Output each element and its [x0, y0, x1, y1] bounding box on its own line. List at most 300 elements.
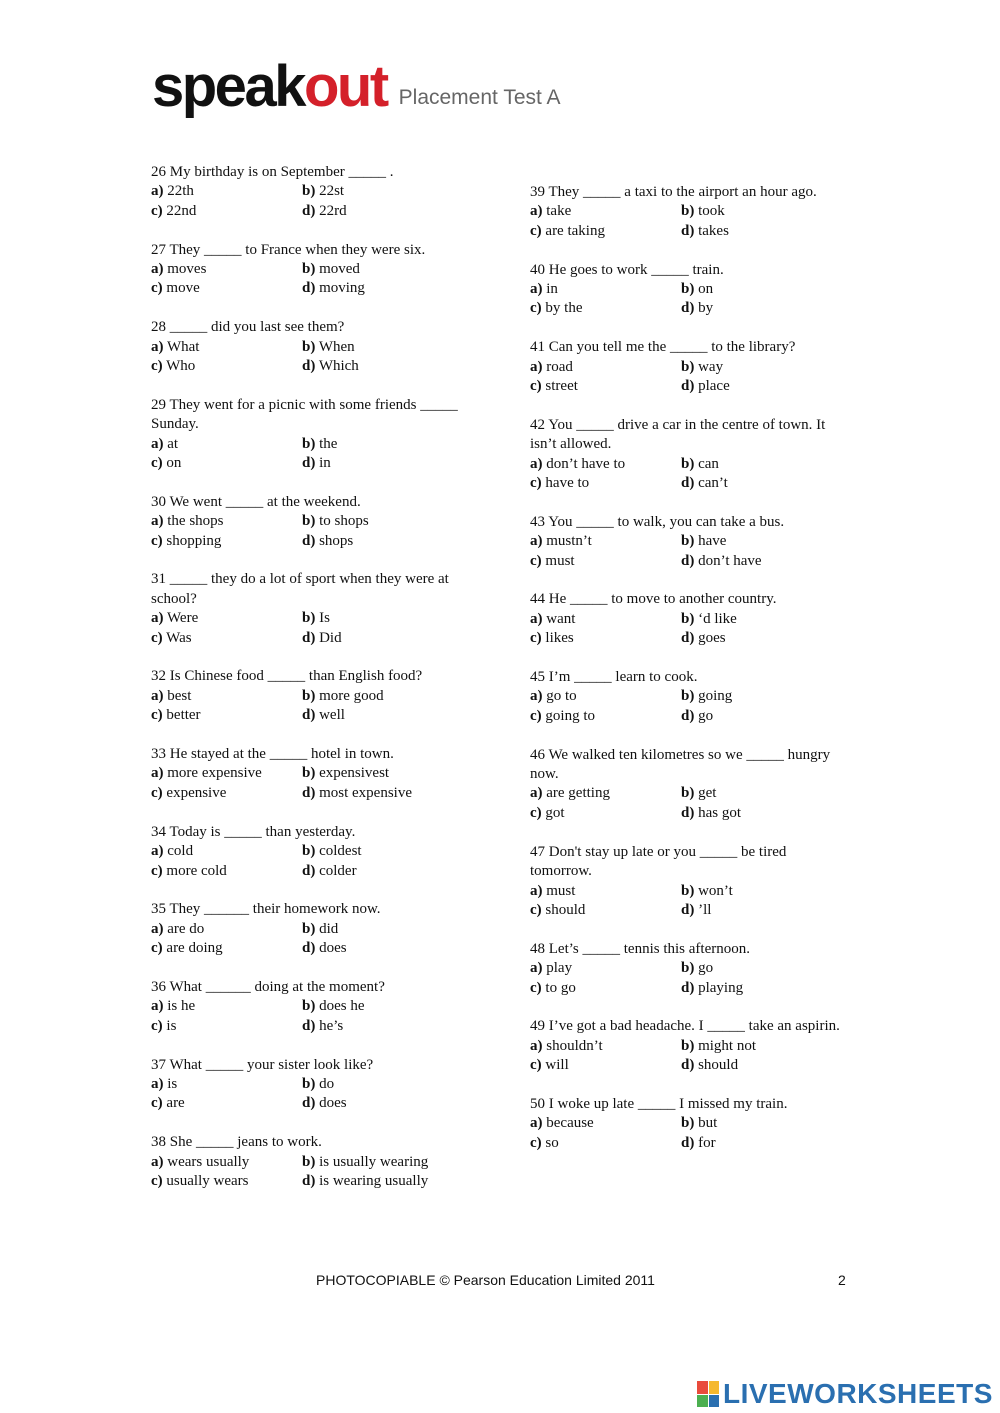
question-stem: 31 _____ they do a lot of sport when they were at school?	[151, 571, 449, 607]
answer-option[interactable]	[151, 338, 302, 357]
answer-option[interactable]	[151, 997, 302, 1016]
question-stem: 32 Is Chinese food _____ than English food?	[151, 668, 423, 685]
option-letter: c)	[530, 1057, 542, 1074]
logo-out: out	[303, 54, 387, 119]
answer-option[interactable]	[530, 377, 681, 396]
options-row	[530, 784, 840, 803]
answer-option[interactable]	[302, 260, 453, 279]
answer-option[interactable]	[302, 1075, 453, 1094]
answer-option[interactable]	[530, 532, 681, 551]
option-letter: b)	[681, 785, 695, 802]
options-row	[151, 435, 481, 454]
option-letter: b)	[681, 358, 695, 375]
option-letter: c)	[151, 280, 163, 297]
option-letter: d)	[302, 280, 316, 297]
option-letter: d)	[681, 475, 695, 492]
option-text: to go	[541, 979, 576, 996]
option-text: might not	[694, 1037, 757, 1054]
answer-option[interactable]	[681, 474, 832, 493]
option-letter: d)	[302, 455, 316, 472]
option-letter: d)	[681, 222, 695, 239]
option-letter: d)	[302, 784, 316, 801]
option-text: want	[542, 610, 576, 627]
option-text: more expensive	[163, 765, 262, 782]
logo-square	[697, 1381, 708, 1394]
option-letter: d)	[681, 707, 695, 724]
option-text: is he	[163, 998, 196, 1015]
options-row	[151, 862, 481, 881]
option-text: have to	[541, 475, 590, 492]
answer-option[interactable]	[302, 435, 453, 454]
option-text: moves	[163, 261, 207, 278]
options-row	[151, 512, 481, 531]
answer-option[interactable]	[151, 629, 302, 648]
answer-option[interactable]	[302, 862, 453, 881]
answer-option[interactable]	[151, 532, 302, 551]
option-letter: b)	[302, 843, 316, 860]
option-text: have	[694, 533, 727, 550]
answer-option[interactable]	[151, 1075, 302, 1094]
option-letter: a)	[530, 455, 543, 472]
answer-option[interactable]	[530, 222, 681, 241]
option-letter: c)	[530, 475, 542, 492]
answer-option[interactable]	[151, 1172, 302, 1191]
answer-option[interactable]	[302, 687, 453, 706]
options-row	[151, 260, 481, 279]
question	[151, 900, 481, 958]
answer-option[interactable]	[681, 979, 832, 998]
option-letter: d)	[302, 940, 316, 957]
options-row	[530, 629, 840, 648]
option-text: cold	[163, 843, 194, 860]
question	[530, 513, 840, 571]
answer-option[interactable]	[681, 629, 832, 648]
question	[151, 493, 481, 551]
answer-option[interactable]	[151, 1017, 302, 1036]
answer-option[interactable]	[302, 1017, 453, 1036]
answer-option[interactable]	[302, 784, 453, 803]
option-text: do	[315, 1075, 335, 1092]
options-row	[530, 455, 840, 474]
answer-option[interactable]	[530, 358, 681, 377]
option-text: by	[694, 300, 714, 317]
question	[151, 978, 481, 1036]
option-letter: a)	[530, 1037, 543, 1054]
answer-option[interactable]	[681, 901, 832, 920]
page-subtitle: Placement Test A	[398, 86, 561, 109]
answer-option[interactable]	[530, 707, 681, 726]
option-letter: d)	[681, 979, 695, 996]
option-letter: b)	[681, 882, 695, 899]
option-text: in	[542, 281, 558, 298]
option-letter: c)	[151, 784, 163, 801]
answer-option[interactable]	[151, 260, 302, 279]
option-letter: b)	[681, 610, 695, 627]
option-letter: d)	[681, 804, 695, 821]
option-text: going to	[541, 707, 595, 724]
answer-option[interactable]	[302, 764, 453, 783]
option-text: Were	[163, 610, 199, 627]
question	[530, 261, 840, 319]
answer-option[interactable]	[302, 920, 453, 939]
option-letter: c)	[530, 300, 542, 317]
liveworksheets-watermark	[697, 1378, 993, 1410]
options-row	[530, 882, 840, 901]
option-letter: d)	[681, 901, 695, 918]
option-text: is usually wearing	[315, 1153, 429, 1170]
option-text: don’t have to	[542, 455, 626, 472]
option-text: well	[315, 707, 345, 724]
logo-square	[697, 1395, 708, 1408]
option-text: expensivest	[315, 765, 390, 782]
option-text: are doing	[162, 940, 223, 957]
question-stem: 37 What _____ your sister look like?	[151, 1056, 374, 1073]
option-text: wears usually	[163, 1153, 250, 1170]
answer-option[interactable]	[681, 882, 832, 901]
options-row	[151, 182, 481, 201]
option-letter: d)	[681, 552, 695, 569]
option-text: so	[541, 1134, 559, 1151]
option-text: move	[162, 280, 200, 297]
speakout-logo	[152, 54, 387, 119]
question-stem: 43 You _____ to walk, you can take a bus.	[530, 513, 785, 530]
answer-option[interactable]	[681, 532, 832, 551]
option-letter: a)	[151, 998, 164, 1015]
answer-option[interactable]	[681, 552, 832, 571]
option-letter: b)	[302, 513, 316, 530]
option-text: will	[541, 1057, 569, 1074]
question-stem: 46 We walked ten kilometres so we _____ hungry now.	[530, 746, 831, 783]
answer-option[interactable]	[530, 474, 681, 493]
option-letter: a)	[151, 261, 164, 278]
question-stem: 27 They _____ to France when they were six.	[151, 241, 426, 258]
answer-option[interactable]	[530, 687, 681, 706]
option-text: What	[163, 338, 200, 355]
option-text: better	[162, 707, 201, 724]
option-text: for	[694, 1134, 716, 1151]
options-row	[530, 901, 840, 920]
option-text: playing	[694, 979, 744, 996]
answer-option[interactable]	[681, 784, 832, 803]
option-text: likes	[541, 630, 574, 647]
question-stem: 30 We went _____ at the weekend.	[151, 493, 361, 510]
option-letter: c)	[530, 630, 542, 647]
option-letter: a)	[530, 785, 543, 802]
answer-option[interactable]	[530, 959, 681, 978]
answer-option[interactable]	[151, 182, 302, 201]
option-letter: c)	[151, 532, 163, 549]
answer-option[interactable]	[151, 862, 302, 881]
answer-option[interactable]	[681, 202, 832, 221]
answer-option[interactable]	[681, 358, 832, 377]
option-text: are	[162, 1095, 185, 1112]
option-letter: d)	[681, 300, 695, 317]
option-letter: c)	[151, 358, 163, 375]
option-letter: a)	[151, 765, 164, 782]
option-letter: c)	[151, 940, 163, 957]
option-letter: d)	[302, 1172, 316, 1189]
option-letter: a)	[530, 1115, 543, 1132]
options-row	[530, 687, 840, 706]
option-letter: b)	[302, 610, 316, 627]
answer-option[interactable]	[302, 1153, 453, 1172]
options-row	[151, 706, 481, 725]
option-text: took	[694, 203, 725, 220]
answer-option[interactable]	[530, 979, 681, 998]
liveworksheets-text: LIVEWORKSHEETS	[723, 1378, 993, 1409]
option-letter: c)	[530, 552, 542, 569]
answer-option[interactable]	[151, 454, 302, 473]
options-row	[151, 1017, 481, 1036]
option-text: 22st	[315, 183, 345, 200]
option-text: play	[542, 960, 573, 977]
options-row	[151, 764, 481, 783]
option-letter: b)	[302, 183, 316, 200]
answer-option[interactable]	[681, 707, 832, 726]
question	[530, 940, 840, 998]
option-text: best	[163, 687, 192, 704]
option-text: shops	[315, 532, 354, 549]
answer-option[interactable]	[530, 552, 681, 571]
option-text: expensive	[162, 784, 227, 801]
logo-square	[709, 1381, 720, 1394]
options-row	[151, 1172, 481, 1191]
option-text: on	[162, 455, 182, 472]
options-row	[151, 997, 481, 1016]
answer-option[interactable]	[681, 610, 832, 629]
answer-option[interactable]	[530, 280, 681, 299]
question	[151, 318, 481, 376]
answer-option[interactable]	[530, 629, 681, 648]
answer-option[interactable]	[151, 706, 302, 725]
option-letter: b)	[681, 960, 695, 977]
answer-option[interactable]	[151, 202, 302, 221]
answer-option[interactable]	[302, 842, 453, 861]
question	[151, 396, 481, 474]
answer-option[interactable]	[302, 609, 453, 628]
option-text: has got	[694, 804, 742, 821]
option-text: more cold	[162, 862, 227, 879]
answer-option[interactable]	[530, 1134, 681, 1153]
option-letter: c)	[151, 629, 163, 646]
option-text: don’t have	[694, 552, 762, 569]
options-row	[530, 280, 840, 299]
answer-option[interactable]	[681, 299, 832, 318]
question-stem: 41 Can you tell me the _____ to the library?	[530, 339, 796, 356]
option-letter: c)	[530, 222, 542, 239]
answer-option[interactable]	[302, 454, 453, 473]
options-row	[151, 1094, 481, 1113]
options-row	[151, 202, 481, 221]
option-letter: d)	[681, 630, 695, 647]
options-row	[530, 804, 840, 823]
option-letter: d)	[681, 378, 695, 395]
answer-option[interactable]	[302, 279, 453, 298]
option-text: is	[163, 1075, 178, 1092]
option-text: Which	[315, 358, 359, 375]
answer-option[interactable]	[681, 959, 832, 978]
option-text: get	[694, 785, 717, 802]
option-letter: a)	[151, 435, 164, 452]
answer-option[interactable]	[151, 764, 302, 783]
question	[151, 570, 481, 648]
question	[530, 843, 840, 921]
option-letter: d)	[302, 862, 316, 879]
question	[151, 1133, 481, 1191]
options-row	[151, 454, 481, 473]
option-text: does he	[315, 998, 365, 1015]
answer-option[interactable]	[530, 1037, 681, 1056]
option-text: more good	[315, 687, 384, 704]
question-stem: 34 Today is _____ than yesterday.	[151, 823, 356, 840]
answer-option[interactable]	[681, 1114, 832, 1133]
answer-option[interactable]	[530, 299, 681, 318]
option-letter: b)	[302, 1075, 316, 1092]
option-text: street	[541, 378, 578, 395]
answer-option[interactable]	[302, 706, 453, 725]
options-row	[151, 920, 481, 939]
option-text: 22th	[163, 183, 194, 200]
answer-option[interactable]	[530, 202, 681, 221]
option-text: on	[694, 281, 714, 298]
question	[530, 183, 840, 241]
question-stem: 42 You _____ drive a car in the centre of town. It isn’t allowed.	[530, 416, 826, 453]
answer-option[interactable]	[302, 939, 453, 958]
answer-option[interactable]	[302, 629, 453, 648]
question	[151, 1056, 481, 1114]
question-stem: 50 I woke up late _____ I missed my train.	[530, 1095, 788, 1112]
option-letter: a)	[530, 281, 543, 298]
option-text: road	[542, 358, 573, 375]
answer-option[interactable]	[681, 687, 832, 706]
question	[530, 668, 840, 726]
answer-option[interactable]	[681, 1134, 832, 1153]
answer-option[interactable]	[530, 882, 681, 901]
answer-option[interactable]	[530, 784, 681, 803]
option-letter: a)	[530, 358, 543, 375]
option-letter: a)	[151, 610, 164, 627]
option-text: most expensive	[315, 784, 412, 801]
option-text: should	[541, 901, 586, 918]
questions-left-column	[151, 163, 481, 1211]
option-letter: a)	[151, 338, 164, 355]
option-letter: a)	[151, 1075, 164, 1092]
option-letter: b)	[681, 455, 695, 472]
answer-option[interactable]	[681, 455, 832, 474]
option-letter: a)	[530, 960, 543, 977]
option-letter: b)	[302, 765, 316, 782]
answer-option[interactable]	[302, 532, 453, 551]
option-text: coldest	[315, 843, 362, 860]
option-letter: d)	[681, 1057, 695, 1074]
answer-option[interactable]	[530, 1114, 681, 1133]
options-row	[530, 474, 840, 493]
options-row	[151, 338, 481, 357]
liveworksheets-logo-icon	[697, 1381, 719, 1407]
options-row	[151, 1153, 481, 1172]
answer-option[interactable]	[681, 1056, 832, 1075]
answer-option[interactable]	[530, 901, 681, 920]
option-text: Was	[162, 629, 192, 646]
option-letter: d)	[302, 629, 316, 646]
logo-speak: speak	[152, 54, 304, 119]
question	[530, 1095, 840, 1153]
option-letter: b)	[681, 1115, 695, 1132]
answer-option[interactable]	[151, 279, 302, 298]
answer-option[interactable]	[151, 435, 302, 454]
answer-option[interactable]	[681, 377, 832, 396]
answer-option[interactable]	[681, 222, 832, 241]
options-row	[530, 358, 840, 377]
option-text: won’t	[694, 882, 733, 899]
option-text: can	[694, 455, 719, 472]
option-letter: a)	[151, 513, 164, 530]
option-letter: c)	[151, 455, 163, 472]
options-row	[151, 842, 481, 861]
option-text: 22nd	[162, 202, 197, 219]
answer-option[interactable]	[151, 842, 302, 861]
options-row	[151, 629, 481, 648]
answer-option[interactable]	[302, 1094, 453, 1113]
answer-option[interactable]	[151, 939, 302, 958]
answer-option[interactable]	[530, 610, 681, 629]
option-text: must	[541, 552, 575, 569]
option-text: moved	[315, 261, 360, 278]
option-letter: c)	[530, 804, 542, 821]
option-letter: c)	[151, 202, 163, 219]
answer-option[interactable]	[151, 920, 302, 939]
answer-option[interactable]	[681, 804, 832, 823]
option-letter: c)	[151, 1095, 163, 1112]
question	[530, 1017, 840, 1075]
question-stem: 39 They _____ a taxi to the airport an hour ago.	[530, 184, 817, 200]
answer-option[interactable]	[151, 357, 302, 376]
answer-option[interactable]	[151, 687, 302, 706]
answer-option[interactable]	[681, 1037, 832, 1056]
answer-option[interactable]	[530, 1056, 681, 1075]
answer-option[interactable]	[151, 1094, 302, 1113]
answer-option[interactable]	[302, 997, 453, 1016]
answer-option[interactable]	[151, 609, 302, 628]
option-text: take	[542, 203, 572, 220]
option-text: are taking	[541, 222, 605, 239]
answer-option[interactable]	[151, 1153, 302, 1172]
option-letter: c)	[151, 1017, 163, 1034]
answer-option[interactable]	[151, 512, 302, 531]
answer-option[interactable]	[151, 784, 302, 803]
answer-option[interactable]	[302, 338, 453, 357]
answer-option[interactable]	[302, 1172, 453, 1191]
options-row	[530, 552, 840, 571]
question	[151, 745, 481, 803]
question-stem: 29 They went for a picnic with some friends _____ Sunday.	[151, 396, 458, 433]
answer-option[interactable]	[302, 357, 453, 376]
answer-option[interactable]	[302, 202, 453, 221]
answer-option[interactable]	[302, 512, 453, 531]
option-letter: b)	[302, 435, 316, 452]
answer-option[interactable]	[302, 182, 453, 201]
answer-option[interactable]	[530, 455, 681, 474]
options-row	[530, 1037, 840, 1056]
option-text: in	[315, 455, 331, 472]
options-row	[530, 979, 840, 998]
option-text: way	[694, 358, 724, 375]
answer-option[interactable]	[530, 804, 681, 823]
option-letter: c)	[151, 1172, 163, 1189]
answer-option[interactable]	[681, 280, 832, 299]
option-text: to shops	[315, 513, 369, 530]
question-stem: 40 He goes to work _____ train.	[530, 261, 724, 278]
